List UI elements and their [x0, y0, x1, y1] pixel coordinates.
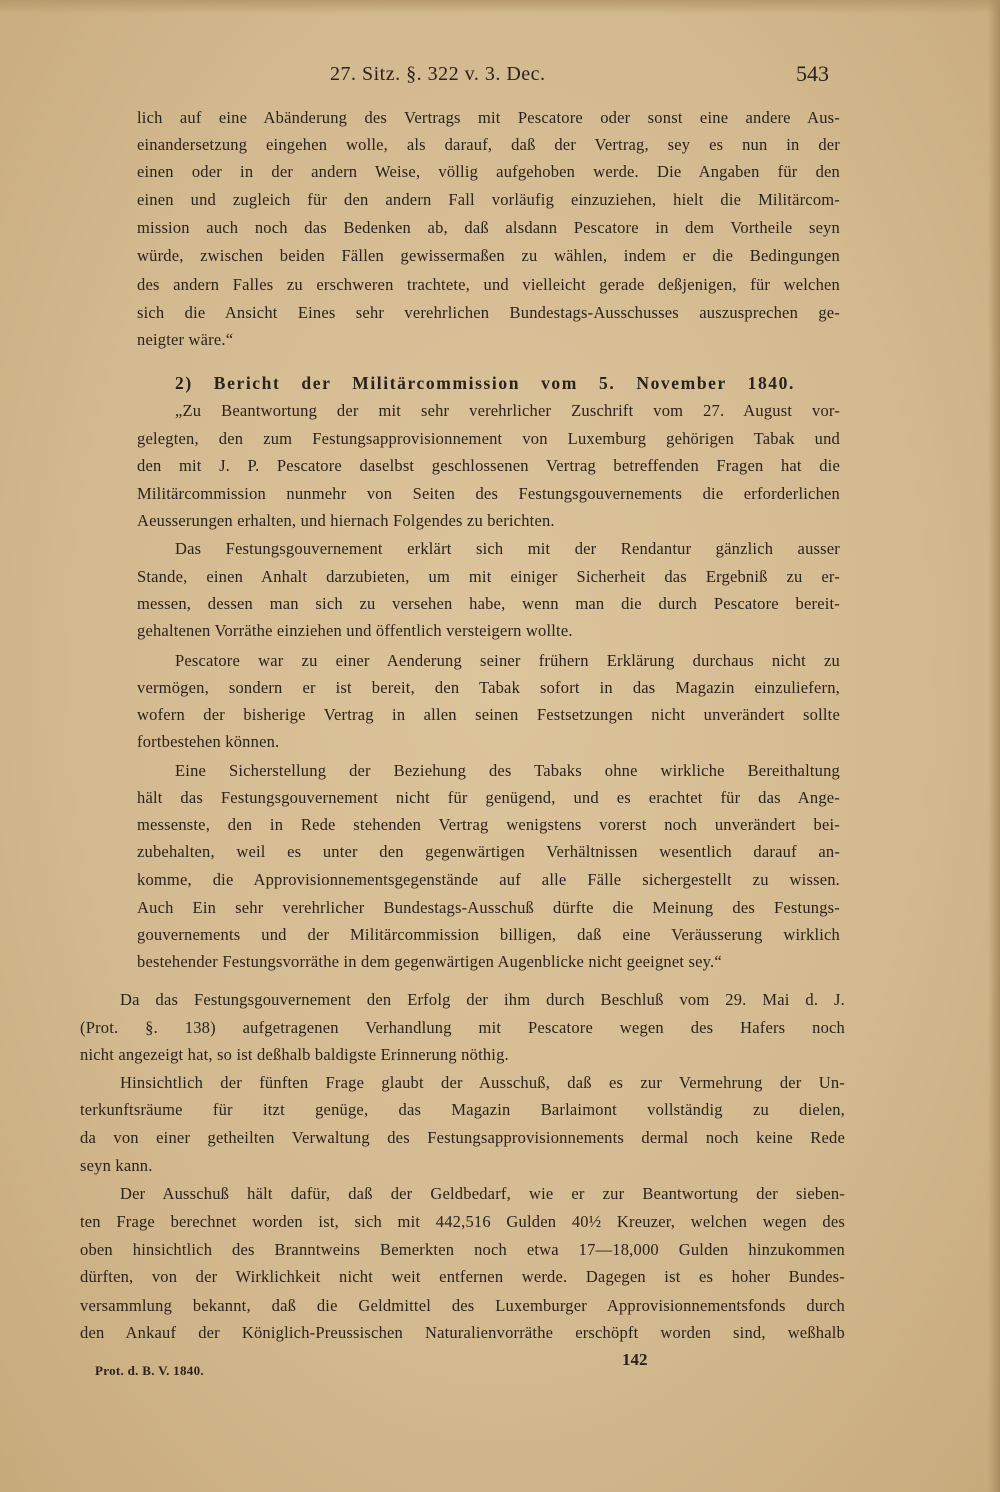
footer-protocol-reference: Prot. d. B. V. 1840. — [95, 1363, 204, 1378]
page-edge-shadow — [0, 0, 1000, 14]
text-line: Der Ausschuß hält dafür, daß der Geldbedarf, wie er zur Beantwortung der sieben- — [120, 1184, 845, 1203]
text-line: nicht angezeigt hat, so ist deßhalb baldigste Erinnerung nöthig. — [80, 1045, 509, 1064]
text-line: des andern Falles zu erschweren trachtete, und vielleicht gerade deßjenigen, für welchen — [137, 275, 840, 294]
text-line: den mit J. P. Pescatore daselbst geschlossenen Vertrag betreffenden Fragen hat die — [137, 456, 840, 475]
page-edge-shadow — [988, 0, 1000, 1492]
page-number: 543 — [796, 61, 829, 86]
text-line: messen, dessen man sich zu versehen habe, wenn man die durch Pescatore bereit- — [137, 594, 840, 613]
text-line: terkunftsräume für itzt genüge, das Magazin Barlaimont vollständig zu dielen, — [80, 1100, 845, 1119]
text-line: komme, die Approvisionnementsgegenstände auf alle Fälle sichergestellt zu wissen. — [137, 870, 840, 889]
text-line: Pescatore war zu einer Aenderung seiner frühern Erklärung durchaus nicht zu — [175, 651, 840, 670]
text-line: versammlung bekannt, daß die Geldmittel des Luxemburger Approvisionnementsfonds durch — [80, 1296, 845, 1315]
text-line: Auch Ein sehr verehrlicher Bundestags-Ausschuß dürfte die Meinung des Festungs- — [137, 898, 840, 917]
text-line: seyn kann. — [80, 1156, 153, 1175]
text-line: einandersetzung eingehen wolle, als darauf, daß der Vertrag, sey es nun in der — [137, 135, 840, 154]
text-line: gehaltenen Vorräthe einziehen und öffentlich versteigern wollte. — [137, 621, 573, 640]
text-line: Aeusserungen erhalten, und hiernach Folgendes zu berichten. — [137, 511, 555, 530]
text-line: sich die Ansicht Eines sehr verehrlichen Bundestags-Ausschusses auszusprechen ge- — [137, 303, 840, 322]
text-line: neigter wäre.“ — [137, 330, 234, 349]
text-line: den Ankauf der Königlich-Preussischen Naturalienvorräthe erschöpft worden sind, weßhalb — [80, 1323, 845, 1342]
text-line: Eine Sicherstellung der Beziehung des Tabaks ohne wirkliche Bereithaltung — [175, 761, 840, 780]
text-line: messenste, den in Rede stehenden Vertrag wenigstens vorerst noch unverändert bei- — [137, 815, 840, 834]
text-line: vermögen, sondern er ist bereit, den Tabak sofort in das Magazin einzuliefern, — [137, 678, 840, 697]
text-line: da von einer getheilten Verwaltung des Festungsapprovisionnements dermal noch keine Rede — [80, 1128, 845, 1147]
text-line: zubehalten, weil es unter den gegenwärtigen Verhältnissen wesentlich darauf an- — [137, 842, 840, 861]
text-line: bestehender Festungsvorräthe in dem gegenwärtigen Augenblicke nicht geeignet sey.“ — [137, 952, 722, 971]
text-line: Stande, einen Anhalt darzubieten, um mit einiger Sicherheit das Ergebniß zu er- — [137, 567, 840, 586]
text-line: Militärcommission nunmehr von Seiten des Festungsgouvernements die erforderlichen — [137, 484, 840, 503]
running-title: 27. Sitz. §. 322 v. 3. Dec. — [330, 63, 546, 85]
text-line: gouvernements und der Militärcommission billigen, daß eine Veräusserung wirklich — [137, 925, 840, 944]
text-line: oben hinsichtlich des Branntweins Bemerkten noch etwa 17—18,000 Gulden hinzukommen — [80, 1240, 845, 1259]
text-line: gelegten, den zum Festungsapprovisionnement von Luxemburg gehörigen Tabak und — [137, 429, 840, 448]
section-heading: 2) Bericht der Militärcommission vom 5. November 1840. — [175, 373, 795, 393]
text-line: fortbestehen können. — [137, 732, 280, 751]
text-line: Das Festungsgouvernement erklärt sich mit der Rendantur gänzlich ausser — [175, 539, 840, 558]
printer-signature: 142 — [622, 1350, 648, 1369]
text-line: wofern der bisherige Vertrag in allen seinen Festsetzungen nicht unverändert sollte — [137, 705, 840, 724]
text-line: einen oder in der andern Weise, völlig aufgehoben werde. Die Angaben für den — [137, 162, 840, 181]
text-line: „Zu Beantwortung der mit sehr verehrlicher Zuschrift vom 27. August vor- — [175, 401, 840, 420]
text-line: lich auf eine Abänderung des Vertrags mit Pescatore oder sonst eine andere Aus- — [137, 108, 840, 127]
text-line: (Prot. §. 138) aufgetragenen Verhandlung mit Pescatore wegen des Hafers noch — [80, 1018, 845, 1037]
text-line: hält das Festungsgouvernement nicht für genügend, und es erachtet für das Ange- — [137, 788, 840, 807]
text-line: würde, zwischen beiden Fällen gewissermaßen zu wählen, indem er die Bedingungen — [137, 246, 840, 265]
text-line: ten Frage berechnet worden ist, sich mit 442,516 Gulden 40½ Kreuzer, welchen wegen des — [80, 1212, 845, 1231]
text-line: Hinsichtlich der fünften Frage glaubt der Ausschuß, daß es zur Vermehrung der Un- — [120, 1073, 845, 1092]
text-line: einen und zugleich für den andern Fall vorläufig einzuziehen, hielt die Militärcom- — [137, 190, 840, 209]
text-line: Da das Festungsgouvernement den Erfolg der ihm durch Beschluß vom 29. Mai d. J. — [120, 990, 845, 1009]
text-line: dürften, von der Wirklichkeit nicht weit entfernen werde. Dagegen ist es hoher Bundes- — [80, 1267, 845, 1286]
text-line: mission auch noch das Bedenken ab, daß alsdann Pescatore in dem Vortheile seyn — [137, 218, 840, 237]
